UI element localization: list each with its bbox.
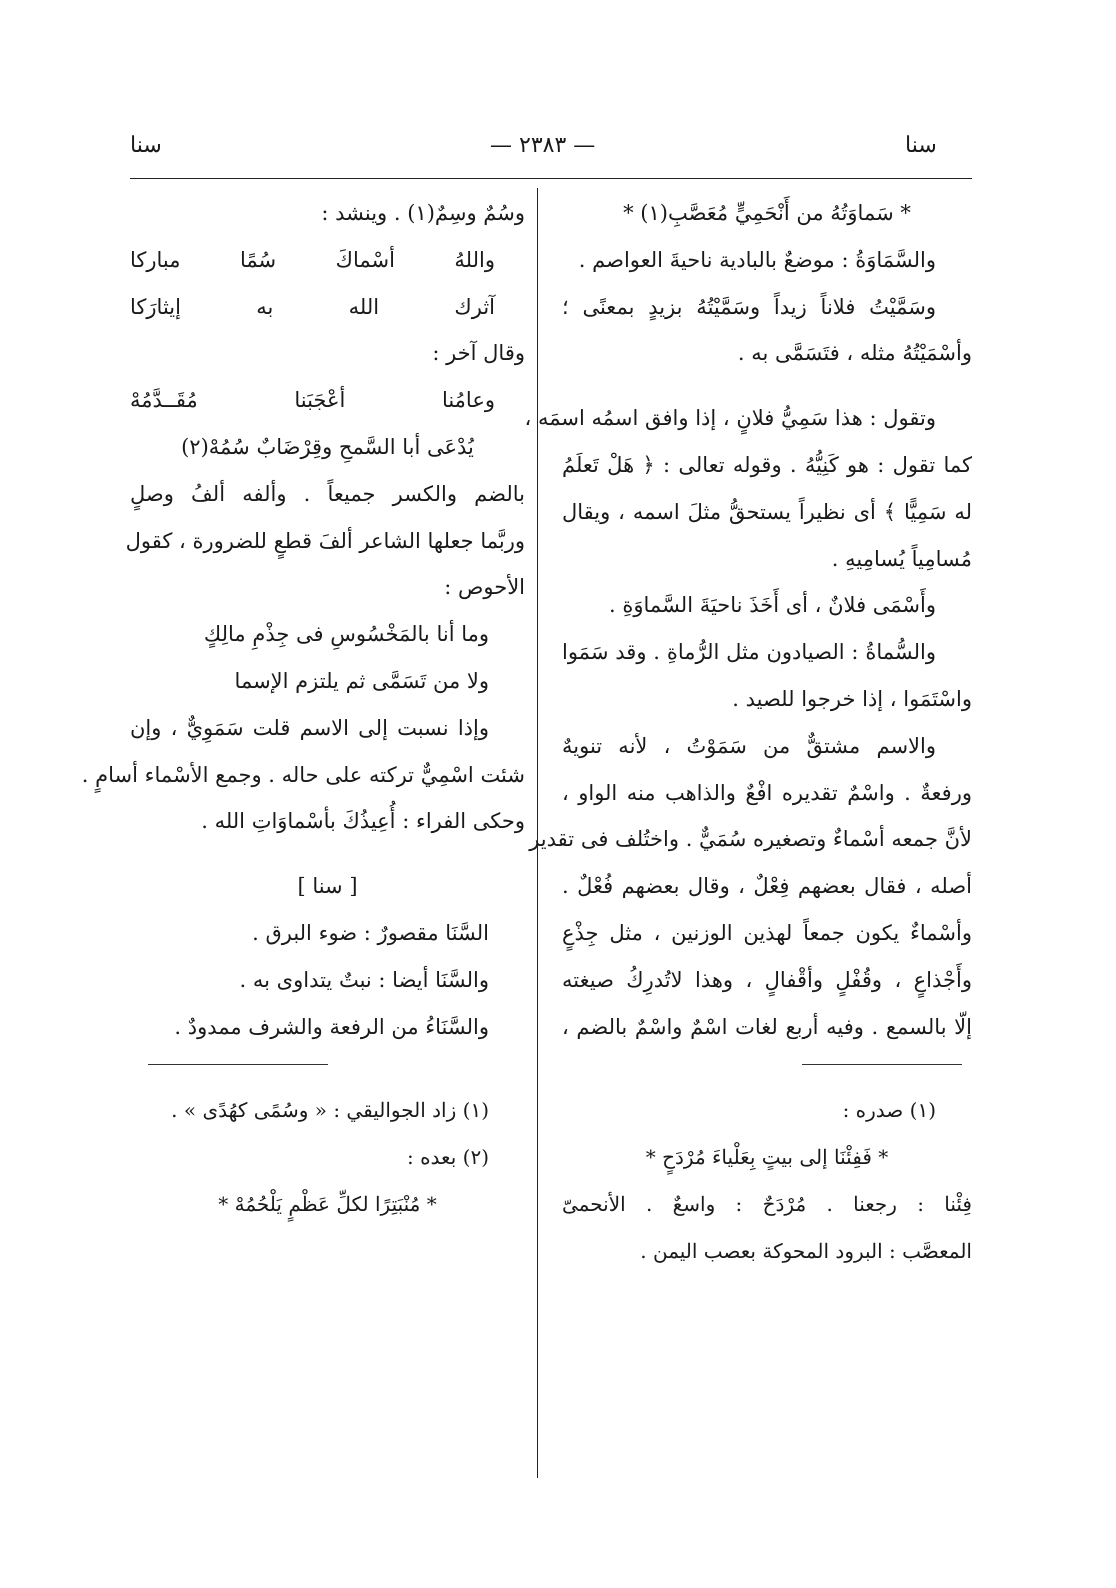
footnote-line: (١) صدره : bbox=[842, 1098, 936, 1123]
verse-line bbox=[130, 377, 525, 424]
verse-word: الله bbox=[348, 294, 380, 319]
running-head-right: سنا bbox=[905, 133, 937, 158]
footnote-line: (٢) بعده : bbox=[406, 1145, 489, 1170]
text-line: وأَسْمَى فلانٌ ، أى أَخَذَ ناحيَةَ السَّماوَةِ . bbox=[609, 593, 936, 618]
footnote-line: فِئْنا : رجعنا . مُرْدَحٌ : واسعٌ . الأنحمىّ bbox=[562, 1191, 972, 1216]
verse-line bbox=[130, 284, 525, 331]
verse-word: مُقَــدَّمُهْ bbox=[130, 388, 198, 413]
text-line: وأسْماءٌ يكون جمعاً لهذين الوزنين ، مثل جِذْعٍ bbox=[562, 920, 972, 945]
verse-word: وعامُنا bbox=[441, 388, 495, 413]
text-line: واسْتَمَوا ، إذا خرجوا للصيد . bbox=[732, 686, 972, 711]
text-line: وسَمَّيْتُ فلاناً زيداً وسَمَّيْتُهُ بزيدٍ بمعنًى ؛ bbox=[562, 294, 936, 319]
text-line: شئت اسْمِيٌّ تركته على حاله . وجمع الأسْماء أسامٍ . bbox=[81, 762, 525, 787]
page-header bbox=[0, 133, 1116, 175]
verse-line: ولا من تَسَمَّى ثم يلتزم الإسما bbox=[234, 668, 489, 693]
text-line: وحكى الفراء : أُعِيذُكَ بأسْماوَاتِ الله . bbox=[201, 809, 525, 834]
text-line: والاسم مشتقٌّ من سَمَوْتُ ، لأنه تنويهٌ bbox=[562, 733, 936, 758]
page-number: — ٢٣٨٣ — bbox=[490, 133, 596, 158]
text-line: والسَّمَاوَةُ : موضعٌ بالبادية ناحيةَ العواصم . bbox=[578, 247, 936, 272]
text-line: كما تقول : هو كَنِيُّهُ . وقوله تعالى : ﴿ هَلْ تَعلَمُ bbox=[562, 452, 972, 477]
text-line: وتقول : هذا سَمِيُّ فلانٍ ، إذا وافق اسمُه اسمَه ، bbox=[524, 406, 936, 431]
text-line: وأسْمَيْتُهُ مثله ، فتَسَمَّى به . bbox=[737, 341, 972, 366]
verse-line: وما أنا بالمَخْسُوسِ فى جِذْمِ مالِكٍ bbox=[203, 622, 489, 647]
right-column bbox=[524, 190, 972, 1275]
text-line: لأنَّ جمعه أسْماءٌ وتصغيره سُمَيٌّ . واختُلف فى تقدير bbox=[529, 827, 972, 852]
text-line: وإذا نسبت إلى الاسم قلت سَمَوِيٌّ ، وإن bbox=[130, 715, 489, 740]
verse-word: أعْجَبَنا bbox=[294, 388, 346, 413]
footnote-rule bbox=[802, 1064, 962, 1065]
footnote-line: * فَفِئْنَا إلى بيتٍ بِعَلْياءَ مُرْدَحٍ * bbox=[645, 1145, 889, 1170]
verse-line: * سَماوَتُهُ من أَنْحَمِيٍّ مُعَصَّبِ(١) * bbox=[623, 201, 911, 225]
header-rule bbox=[130, 178, 972, 179]
text-line: وربَّما جعلها الشاعر ألفَ قطعٍ للضرورة ، كقول bbox=[125, 528, 525, 553]
text-line: السَّنَا مقصورٌ : ضوء البرق . bbox=[252, 920, 489, 945]
running-head-left: سنا bbox=[130, 133, 162, 158]
section-title: [ سنا ] bbox=[297, 874, 358, 899]
footnote-rule bbox=[148, 1064, 328, 1065]
text-line: ورفعةٌ . واسْمٌ تقديره افْعٌ والذاهب منه الواو ، bbox=[562, 780, 972, 805]
text-line: وأَجْذاعٍ ، وقُفْلٍ وأقْفالٍ ، وهذا لاتُدرِكُ صيغته bbox=[562, 967, 972, 992]
text-line: والسُّماةُ : الصيادون مثل الرُّماةِ . وقد سَمَوا bbox=[562, 640, 936, 665]
text-line: وقال آخر : bbox=[432, 341, 525, 366]
text-line: إلّا بالسمع . وفيه أربع لغات اسْمٌ واسْمٌ بالضم ، bbox=[562, 1014, 972, 1039]
verse-line bbox=[130, 237, 525, 284]
footnote-line: (١) زاد الجواليقي : « وسُمًى كهُدًى » . bbox=[171, 1098, 489, 1123]
text-line: والسَّنَا أيضا : نبتٌ يتداوى به . bbox=[239, 967, 489, 992]
text-line: الأحوص : bbox=[444, 575, 525, 600]
footnote-line: * مُنْبَتِرًا لكلِّ عَظْمٍ يَلْحُمُهْ * bbox=[218, 1191, 437, 1216]
verse-word: به bbox=[256, 294, 274, 319]
text-line: بالضم والكسر جميعاً . وألفه ألفُ وصلٍ bbox=[130, 481, 525, 506]
text-line: له سَمِيًّا ﴾ أى نظيراً يستحقُّ مثلَ اسمه ، ويقال bbox=[562, 499, 972, 524]
verse-word: واللهُ bbox=[454, 247, 495, 272]
text-line: مُسامِياً يُسامِيهِ . bbox=[831, 546, 972, 571]
verse-word: مباركا bbox=[130, 247, 181, 272]
verse-word: أسْماكَ bbox=[335, 247, 395, 272]
verse-word: سُمًا bbox=[240, 247, 277, 272]
verse-word: آثرك bbox=[454, 294, 495, 319]
text-line: والسَّنَاءُ من الرفعة والشرف ممدودٌ . bbox=[174, 1014, 489, 1039]
text-line: وسُمٌ وسِمٌ(١) . وينشد : bbox=[321, 201, 525, 225]
text-line: أصله ، فقال بعضهم فِعْلٌ ، وقال بعضهم فُعْلٌ . bbox=[562, 874, 972, 899]
footnote-line: المعصَّب : البرود المحوكة بعصب اليمن . bbox=[640, 1238, 972, 1263]
left-column bbox=[81, 190, 525, 1228]
verse-word: إيثارَكا bbox=[130, 294, 181, 319]
verse-line: يُدْعَى أبا السَّمحِ وقِرْضَابٌ سُمُهْ(٢) bbox=[181, 434, 474, 459]
